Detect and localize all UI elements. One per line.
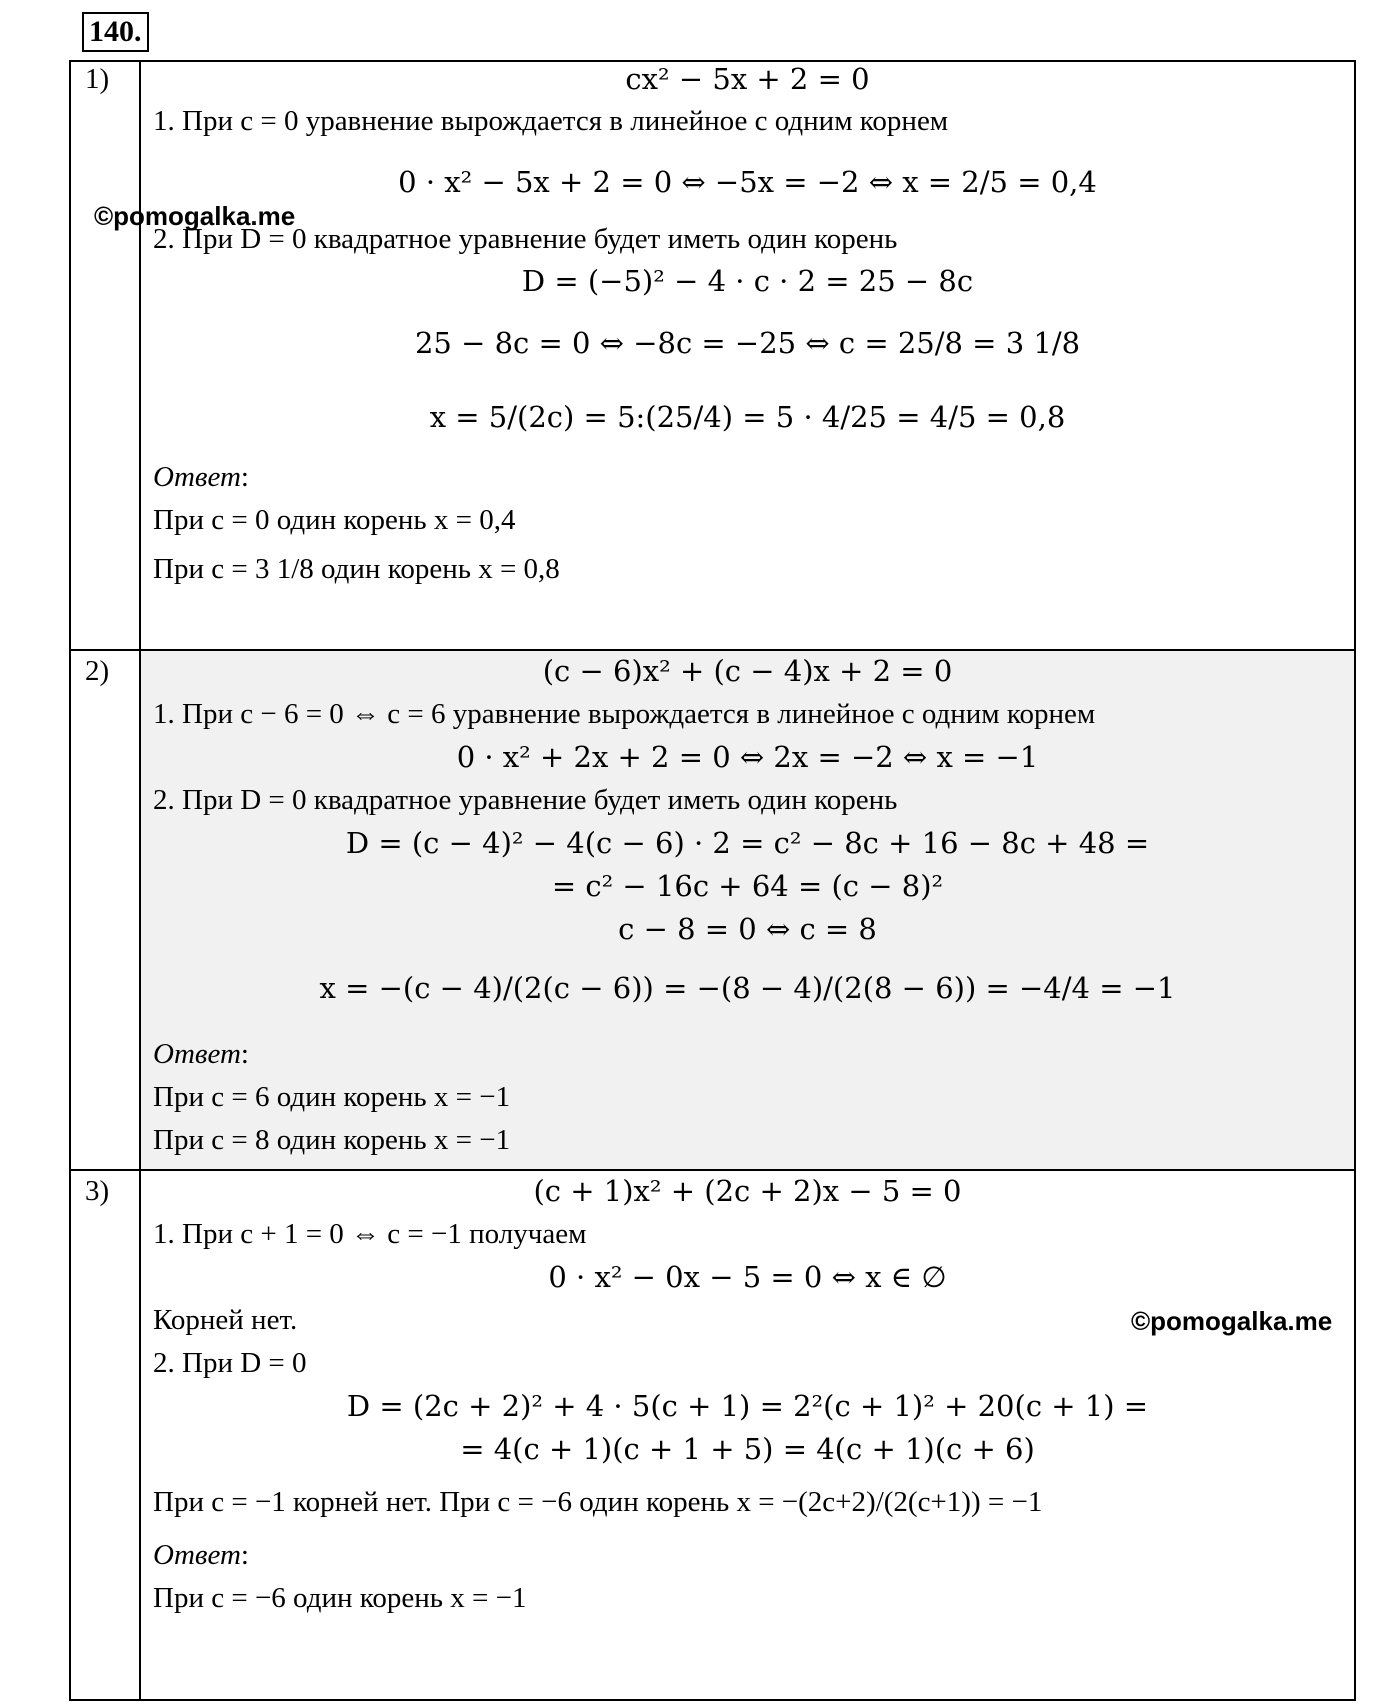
step-text: 2. При D = 0 xyxy=(153,1347,307,1379)
math-line: D = (c − 4)² − 4(c − 6) · 2 = c² − 8c + 16 − 8c + 48 = xyxy=(345,826,1150,860)
answer-line: При c = 3 1/8 один корень x = 0,8 xyxy=(153,553,560,585)
step-text: 2. При D = 0 квадратное уравнение будет иметь один корень xyxy=(153,784,898,816)
answer-line: При c = 8 один корень x = −1 xyxy=(153,1124,511,1156)
step-text: 1. При c − 6 = 0 ⇔ c = 6 уравнение вырождается в линейное с одним корнем xyxy=(153,698,1096,730)
math-line: = c² − 16c + 64 = (c − 8)² xyxy=(551,869,944,903)
math-line: D = (2c + 2)² + 4 · 5(c + 1) = 2²(c + 1)² + 20(c + 1) = xyxy=(346,1389,1149,1423)
answer-label: Ответ xyxy=(153,461,241,493)
answer-label: Ответ xyxy=(153,1038,241,1070)
step-text: 1. При c = 0 уравнение вырождается в линейное с одним корнем xyxy=(153,105,949,137)
step-text: Корней нет. xyxy=(153,1304,298,1336)
answer-line: При c = −6 один корень x = −1 xyxy=(153,1582,527,1614)
row-divider-1 xyxy=(69,649,1356,651)
equation: (c + 1)x² + (2c + 2)x − 5 = 0 xyxy=(533,1174,962,1208)
answer-line: При c = 6 один корень x = −1 xyxy=(153,1081,511,1113)
answer-label: Ответ xyxy=(153,1539,241,1571)
table-border-right xyxy=(1354,60,1356,1701)
solution-table: 1) cx² − 5x + 2 = 0 1. При c = 0 уравнение вырождается в линейное с одним корнем 0 · x² − 5x + 2 = 0 ⇔ −5x = −2 ⇔ x = 2/5 = 0,4 2. При D = 0 квадратное уравнение будет иметь один корень D = (−5)² − 4 · c · 2 = 25 − 8c 25 − 8c = 0 ⇔ −8c = −25 ⇔ c = 25/8 = 3 1/8 x = 5/(2c) = 5:(25/4) = 5 · 4/25 = 4/5 = 0,8 Ответ: При c = 0 один корень x = 0,4 При c = 3 1/8 один корень x = 0,8 2) (c − 6)x² + (c − 4)x + 2 = 0 1. При c − 6 = 0 ⇔ c = 6 уравнение вырождается в линейное с одним корнем 0 · x² + 2x + 2 = 0 ⇔ 2x = −2 ⇔ x = −1 2. При D = 0 квадратное уравнение будет иметь один корень D = (c − 4)² − 4(c − 6) · 2 = c² − 8c + 16 − 8c + 48 = = c² − 16c + 64 = (c − 8)² c − 8 = 0 ⇔ c = 8 x = −(c − 4)/(2(c − 6)) = −(8 − 4)/(2(8 − 6)) = −4/4 = −1 Ответ: При c = 6 один корень x = −1 При c = 8 один корень x = −1 3) (c + 1)x² + (2c + 2)x − 5 = 0 1. При c + 1 = 0 ⇔ c = −1 получаем 0 · x² − 0x − 5 = 0 ⇔ x ∈ ∅ Корней нет. 2. При D = 0 D = (2c + 2)² + 4 · 5(c + 1) = 2²(c + 1)² + 20(c + 1) = = 4(c + 1)(c + 1 + 5) = 4(c + 1)(c + 6) При c = −1 корней нет. При c = −6 один корень x = −(2c+2)/(2(c+1)) = −1 Ответ: При c = −6 один корень x = −1 xyxy=(69,60,1356,1701)
math-line: = 4(c + 1)(c + 1 + 5) = 4(c + 1)(c + 6) xyxy=(460,1432,1035,1466)
problem-number: 140. xyxy=(82,12,149,52)
watermark: ©pomogalka.me xyxy=(94,201,296,231)
part-label: 3) xyxy=(85,1175,110,1207)
answer-line: При c = 0 один корень x = 0,4 xyxy=(153,504,516,536)
watermark: ©pomogalka.me xyxy=(1131,1306,1333,1336)
math-line: 25 − 8c = 0 ⇔ −8c = −25 ⇔ c = 25/8 = 3 1/8 xyxy=(414,326,1081,360)
math-line: x = −(c − 4)/(2(c − 6)) = −(8 − 4)/(2(8 − 6)) = −4/4 = −1 xyxy=(319,971,1176,1005)
part-label: 2) xyxy=(85,655,110,687)
equation: (c − 6)x² + (c − 4)x + 2 = 0 xyxy=(542,654,953,688)
step-text: 1. При c + 1 = 0 ⇔ c = −1 получаем xyxy=(153,1218,587,1250)
math-line: 0 · x² + 2x + 2 = 0 ⇔ 2x = −2 ⇔ x = −1 xyxy=(456,740,1039,774)
equation: cx² − 5x + 2 = 0 xyxy=(625,62,870,96)
math-line: 0 · x² − 5x + 2 = 0 ⇔ −5x = −2 ⇔ x = 2/5 = 0,4 xyxy=(398,165,1097,199)
math-line: 0 · x² − 0x − 5 = 0 ⇔ x ∈ ∅ xyxy=(548,1260,947,1294)
row-divider-2 xyxy=(69,1169,1356,1171)
table-border-left xyxy=(69,60,71,1701)
math-line: x = 5/(2c) = 5:(25/4) = 5 · 4/25 = 4/5 = 0,8 xyxy=(429,400,1066,434)
math-line: D = (−5)² − 4 · c · 2 = 25 − 8c xyxy=(521,264,974,298)
step-text: 2. При D = 0 квадратное уравнение будет иметь один корень xyxy=(153,223,898,255)
part-label: 1) xyxy=(85,63,110,95)
step-text: При c = −1 корней нет. При c = −6 один корень x = −(2c+2)/(2(c+1)) = −1 xyxy=(153,1486,1043,1518)
math-line: c − 8 = 0 ⇔ c = 8 xyxy=(618,912,877,946)
table-border-bottom xyxy=(69,1699,1356,1701)
